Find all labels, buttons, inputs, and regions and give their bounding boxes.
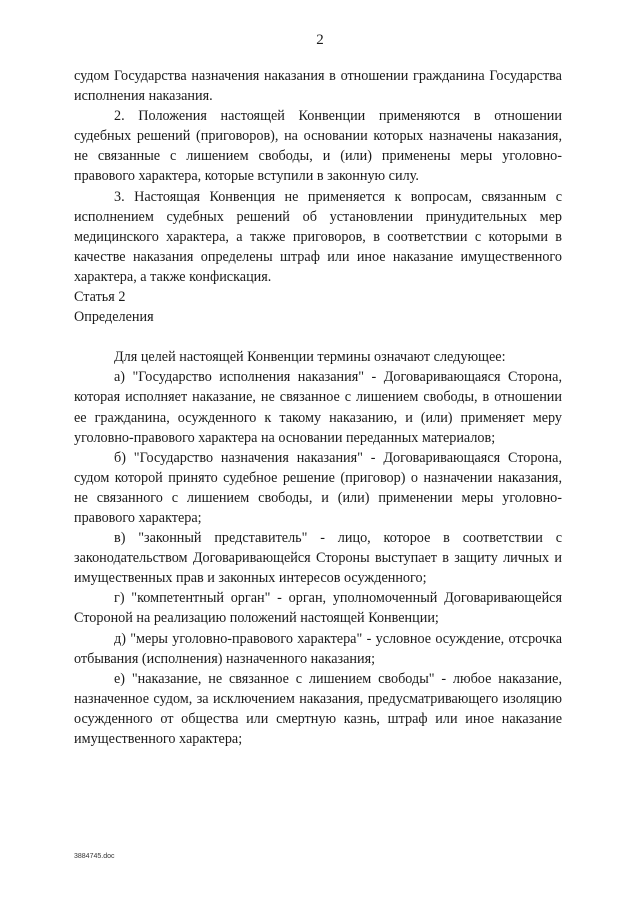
paragraph: 2. Положения настоящей Конвенции применяются в отношении судебных решений (приговоров), на основании которых назначены наказания, не связанные с лишением свободы, и (или) применены меры уголовно-правового характера, которые вступили в законную силу.: [74, 108, 562, 185]
definition-item: д) "меры уголовно-правового характера" - условное осуждение, отсрочка отбывания (исполнения) назначенного наказания;: [74, 630, 562, 667]
article-subtitle: Определения: [74, 309, 154, 326]
document-body: [74, 66, 562, 749]
article-title: Статья 2: [74, 289, 126, 306]
definition-item: е) "наказание, не связанное с лишением свободы" - любое наказание, назначенное судом, за исключением наказания, предусматривающего изоляцию осужденного от общества или смертную казнь, штраф или иное наказание имущественного характера;: [74, 670, 562, 747]
definition-item: в) "законный представитель" - лицо, которое в соответствии с законодательством Договаривающейся Стороны выступает в защиту личных и имущественных прав и законных интересов осужденного;: [74, 530, 562, 587]
definitions-intro: Для целей настоящей Конвенции термины означают следующее:: [114, 349, 506, 366]
definition-item: а) "Государство исполнения наказания" - Договаривающаяся Сторона, которая исполняет наказание, не связанное с лишением свободы, в отношении ее гражданина, осужденного к такому наказанию, и (или) применяет меру уголовно-правового характера на основании переданных материалов;: [74, 369, 562, 446]
definition-item: г) "компетентный орган" - орган, уполномоченный Договаривающейся Стороной на реализацию положений настоящей Конвенции;: [74, 590, 562, 627]
paragraph: 3. Настоящая Конвенция не применяется к вопросам, связанным с исполнением судебных решений об установлении принудительных мер медицинского характера, а также приговоров, в соответствии с которыми в качестве наказания определены штраф или иное наказание имущественного характера, а также конфискация.: [74, 188, 562, 285]
paragraph: судом Государства назначения наказания в отношении гражданина Государства исполнения наказания.: [74, 68, 562, 105]
definition-item: б) "Государство назначения наказания" - Договаривающаяся Сторона, судом которой принято судебное решение (приговор) о назначении наказания, не связанного с лишением свободы, и (или) применении меры уголовно-правового характера;: [74, 449, 562, 526]
page-number: 2: [316, 32, 324, 48]
file-name-footer: 3884745.doc: [74, 853, 115, 860]
